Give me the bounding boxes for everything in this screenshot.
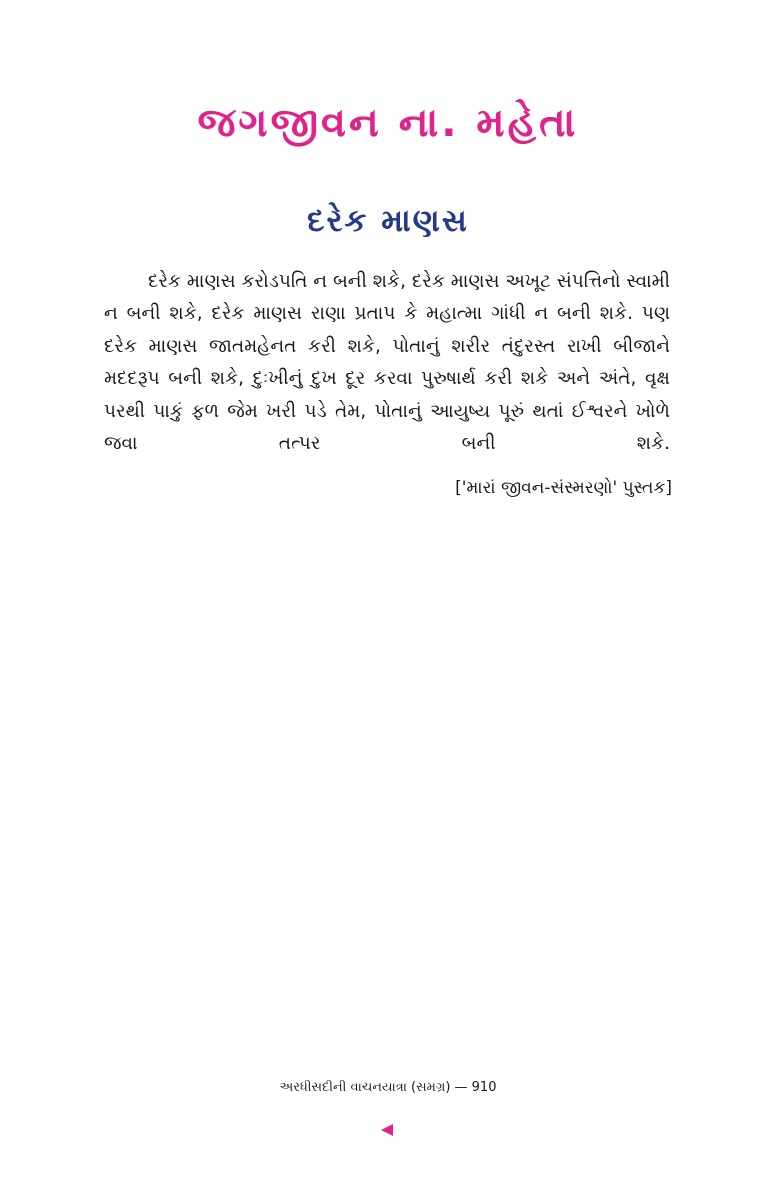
previous-page-arrow-icon[interactable] (381, 1124, 393, 1136)
article-title: દરેક માણસ (307, 203, 469, 239)
source-citation: ['મારાં જીવન-સંસ્મરણો' પુસ્તક] (455, 478, 672, 498)
body-paragraph: દરેક માણસ કરોડપતિ ન બની શકે, દરેક માણસ અખૂટ સંપત્તિનો સ્વામી ન બની શકે, દરેક માણસ રાણા પ્રતાપ કે મહાત્મા ગાંધી ન બની શકે. પણ દરેક માણસ જાતમહેનત કરી શકે, પોતાનું શરીર તંદુરસ્ત રાખી બીજાને મદદરૂપ બની શકે, દુઃખીનું દુખ દૂર કરવા પુરુષાર્થ કરી શકે અને અંતે, વૃક્ષ પરથી પાકું ફળ જેમ ખરી પડે તેમ, પોતાનું આયુષ્ય પૂરું થતાં ઈશ્વરને ખોળે જવા તત્પર બની શકે. (104, 271, 670, 455)
page-footer: અરધીસદીની વાચનયાત્રા (સમગ્ર) — 910 (279, 1080, 497, 1095)
author-name: જગજીવન ના. મહેતા (197, 100, 579, 146)
